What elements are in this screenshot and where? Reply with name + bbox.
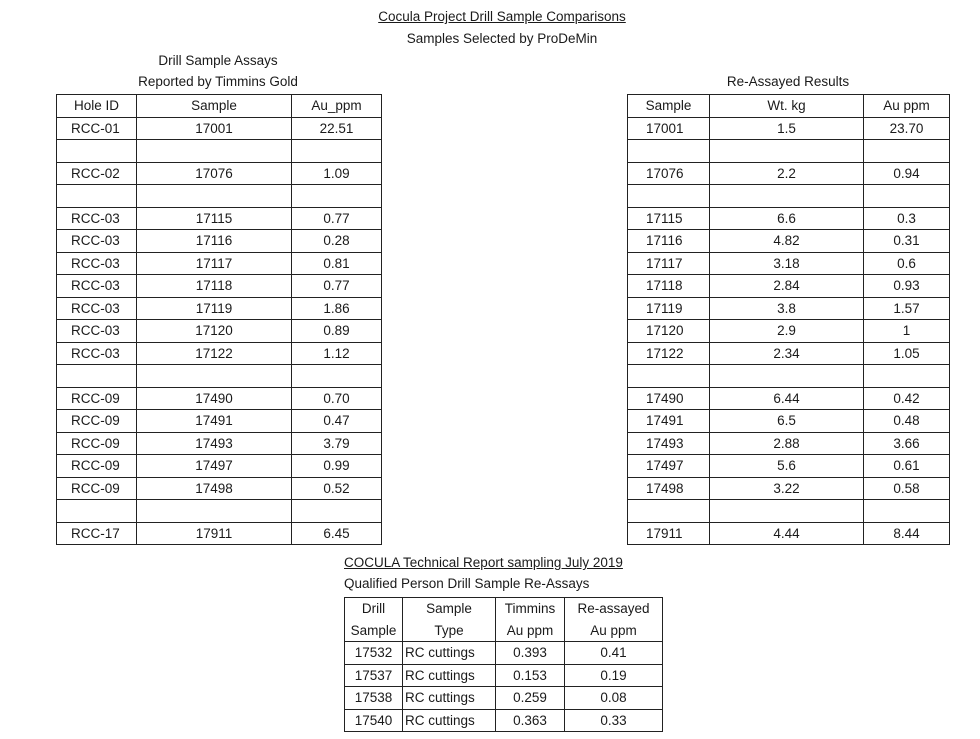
- column-header-sample: Sample: [403, 598, 496, 620]
- table-cell: 3.22: [710, 477, 864, 500]
- table-row: [57, 365, 382, 388]
- table-cell: 17537: [345, 664, 403, 687]
- table-cell: 17116: [137, 230, 292, 253]
- table-cell: [137, 500, 292, 523]
- table-row: [57, 252, 382, 275]
- table-row: [57, 117, 382, 140]
- column-header-weight: Wt. kg: [710, 95, 864, 118]
- table-cell: [137, 365, 292, 388]
- timmins-assay-table: [56, 94, 382, 545]
- table-row: [57, 297, 382, 320]
- table-row: [57, 342, 382, 365]
- table-cell: 1: [864, 320, 950, 343]
- table-cell: 0.6: [864, 252, 950, 275]
- table-cell: [864, 185, 950, 208]
- table-cell: RCC-03: [57, 207, 137, 230]
- table-cell: 17076: [628, 162, 710, 185]
- table-cell: 6.44: [710, 387, 864, 410]
- table-row: [628, 387, 950, 410]
- table-cell: 17493: [137, 432, 292, 455]
- table-row: [57, 477, 382, 500]
- table-cell: RCC-03: [57, 275, 137, 298]
- table-cell: 0.08: [565, 687, 663, 710]
- table-cell: [710, 365, 864, 388]
- table-cell: 0.77: [292, 275, 382, 298]
- table-cell: 1.5: [710, 117, 864, 140]
- table-cell: 1.86: [292, 297, 382, 320]
- table-cell: [628, 185, 710, 208]
- qp-section-subtitle: Qualified Person Drill Sample Re-Assays: [344, 576, 590, 591]
- table-cell: [137, 140, 292, 163]
- table-cell: [710, 185, 864, 208]
- column-header-drill: Drill: [345, 598, 403, 620]
- table-row: [57, 275, 382, 298]
- table-row: [57, 410, 382, 433]
- table-cell: 2.34: [710, 342, 864, 365]
- table-cell: 0.89: [292, 320, 382, 343]
- table-row: [628, 477, 950, 500]
- table-cell: 3.66: [864, 432, 950, 455]
- page-subtitle: Samples Selected by ProDeMin: [406, 31, 598, 46]
- table-row: [628, 365, 950, 388]
- table-cell: RCC-01: [57, 117, 137, 140]
- table-cell: 0.28: [292, 230, 382, 253]
- table-cell: 0.70: [292, 387, 382, 410]
- table-cell: 0.99: [292, 455, 382, 478]
- table-cell: 17911: [137, 522, 292, 545]
- table-cell: 17118: [628, 275, 710, 298]
- table-cell: RCC-09: [57, 410, 137, 433]
- table-cell: [628, 365, 710, 388]
- table-cell: 23.70: [864, 117, 950, 140]
- table-cell: RCC-03: [57, 342, 137, 365]
- table-cell: RCC-09: [57, 477, 137, 500]
- table-cell: 0.61: [864, 455, 950, 478]
- table-cell: 17122: [137, 342, 292, 365]
- table-cell: 6.5: [710, 410, 864, 433]
- table-row: [628, 162, 950, 185]
- table-cell: [137, 185, 292, 208]
- left-table-caption-1: Drill Sample Assays: [158, 53, 278, 68]
- column-header-au-ppm: Au ppm: [496, 620, 565, 642]
- table-cell: 17120: [137, 320, 292, 343]
- table-cell: 17911: [628, 522, 710, 545]
- table-cell: 0.93: [864, 275, 950, 298]
- table-cell: RC cuttings: [403, 664, 496, 687]
- table-cell: 17498: [628, 477, 710, 500]
- table-cell: 17532: [345, 642, 403, 665]
- table-cell: 17120: [628, 320, 710, 343]
- table-cell: 17001: [628, 117, 710, 140]
- table-cell: 0.393: [496, 642, 565, 665]
- table-cell: 0.58: [864, 477, 950, 500]
- table-row: [628, 432, 950, 455]
- table-cell: 17001: [137, 117, 292, 140]
- table-row: [628, 140, 950, 163]
- table-cell: 17119: [137, 297, 292, 320]
- table-cell: [864, 140, 950, 163]
- table-row: [57, 455, 382, 478]
- table-cell: 2.9: [710, 320, 864, 343]
- table-cell: RC cuttings: [403, 709, 496, 732]
- table-row: [57, 162, 382, 185]
- table-cell: 2.88: [710, 432, 864, 455]
- table-cell: 17497: [137, 455, 292, 478]
- table-row: [628, 455, 950, 478]
- table-cell: RC cuttings: [403, 642, 496, 665]
- table-row: [628, 230, 950, 253]
- table-cell: [628, 500, 710, 523]
- table-row: [57, 432, 382, 455]
- table-cell: 0.41: [565, 642, 663, 665]
- table-header-row: [345, 620, 663, 642]
- table-row: [345, 642, 663, 665]
- table-cell: RC cuttings: [403, 687, 496, 710]
- table-row: [628, 207, 950, 230]
- column-header-sample: Sample: [137, 95, 292, 118]
- table-cell: 17116: [628, 230, 710, 253]
- column-header-sample: Sample: [628, 95, 710, 118]
- table-cell: 1.57: [864, 297, 950, 320]
- table-cell: [292, 500, 382, 523]
- table-cell: [57, 140, 137, 163]
- table-row: [57, 230, 382, 253]
- table-row: [345, 664, 663, 687]
- table-cell: [292, 365, 382, 388]
- table-row: [628, 297, 950, 320]
- table-cell: 3.8: [710, 297, 864, 320]
- table-cell: 2.2: [710, 162, 864, 185]
- column-header-au-ppm: Au ppm: [864, 95, 950, 118]
- table-cell: [864, 365, 950, 388]
- table-row: [345, 687, 663, 710]
- table-cell: 17491: [137, 410, 292, 433]
- table-row: [57, 320, 382, 343]
- table-row: [628, 342, 950, 365]
- table-cell: 17122: [628, 342, 710, 365]
- table-cell: 17076: [137, 162, 292, 185]
- table-row: [628, 185, 950, 208]
- table-cell: RCC-03: [57, 297, 137, 320]
- table-cell: 17491: [628, 410, 710, 433]
- table-row: [57, 522, 382, 545]
- table-cell: 0.31: [864, 230, 950, 253]
- table-cell: RCC-03: [57, 252, 137, 275]
- table-cell: 6.45: [292, 522, 382, 545]
- table-cell: 17115: [628, 207, 710, 230]
- table-cell: 0.42: [864, 387, 950, 410]
- column-header-au-ppm: Au ppm: [565, 620, 663, 642]
- table-cell: 17115: [137, 207, 292, 230]
- table-cell: 4.44: [710, 522, 864, 545]
- table-cell: 17117: [137, 252, 292, 275]
- table-cell: 17119: [628, 297, 710, 320]
- table-cell: RCC-17: [57, 522, 137, 545]
- table-row: [57, 185, 382, 208]
- table-cell: 0.19: [565, 664, 663, 687]
- table-cell: 8.44: [864, 522, 950, 545]
- table-row: [628, 275, 950, 298]
- qp-section-title: COCULA Technical Report sampling July 2019: [344, 555, 623, 570]
- table-cell: 6.6: [710, 207, 864, 230]
- right-table-caption: Re-Assayed Results: [726, 74, 850, 89]
- column-header-au-ppm: Au_ppm: [292, 95, 382, 118]
- table-cell: [292, 140, 382, 163]
- column-header-type: Type: [403, 620, 496, 642]
- table-cell: 0.259: [496, 687, 565, 710]
- table-row: [628, 252, 950, 275]
- table-row: [57, 207, 382, 230]
- table-cell: 1.12: [292, 342, 382, 365]
- table-row: [57, 140, 382, 163]
- table-cell: [57, 365, 137, 388]
- table-row: [628, 500, 950, 523]
- table-cell: 17498: [137, 477, 292, 500]
- table-row: [628, 410, 950, 433]
- column-header-sample: Sample: [345, 620, 403, 642]
- column-header-hole-id: Hole ID: [57, 95, 137, 118]
- table-cell: 22.51: [292, 117, 382, 140]
- table-cell: 0.33: [565, 709, 663, 732]
- column-header-reassayed: Re-assayed: [565, 598, 663, 620]
- table-header-row: [628, 95, 950, 118]
- table-cell: 17118: [137, 275, 292, 298]
- table-cell: 17540: [345, 709, 403, 732]
- column-header-timmins: Timmins: [496, 598, 565, 620]
- table-cell: 17538: [345, 687, 403, 710]
- table-cell: 2.84: [710, 275, 864, 298]
- table-row: [345, 709, 663, 732]
- page-title: Cocula Project Drill Sample Comparisons: [378, 9, 626, 24]
- table-row: [57, 387, 382, 410]
- table-cell: 1.09: [292, 162, 382, 185]
- table-cell: 0.363: [496, 709, 565, 732]
- table-cell: 0.153: [496, 664, 565, 687]
- table-row: [628, 117, 950, 140]
- table-cell: 17497: [628, 455, 710, 478]
- table-cell: 1.05: [864, 342, 950, 365]
- table-cell: 0.52: [292, 477, 382, 500]
- table-cell: [864, 500, 950, 523]
- left-table-caption-2: Reported by Timmins Gold: [138, 74, 298, 89]
- table-cell: [710, 140, 864, 163]
- table-cell: 17117: [628, 252, 710, 275]
- table-cell: 17490: [137, 387, 292, 410]
- table-cell: 0.3: [864, 207, 950, 230]
- table-cell: 17493: [628, 432, 710, 455]
- table-row: [57, 500, 382, 523]
- table-cell: RCC-09: [57, 432, 137, 455]
- table-cell: RCC-03: [57, 320, 137, 343]
- table-cell: RCC-09: [57, 455, 137, 478]
- table-header-row: [345, 598, 663, 620]
- table-cell: [57, 185, 137, 208]
- table-cell: [57, 500, 137, 523]
- table-cell: RCC-02: [57, 162, 137, 185]
- table-cell: 3.79: [292, 432, 382, 455]
- table-cell: 0.47: [292, 410, 382, 433]
- table-cell: 3.18: [710, 252, 864, 275]
- table-cell: [710, 500, 864, 523]
- table-cell: RCC-03: [57, 230, 137, 253]
- table-cell: 0.77: [292, 207, 382, 230]
- table-cell: [628, 140, 710, 163]
- table-cell: 17490: [628, 387, 710, 410]
- table-cell: [292, 185, 382, 208]
- table-cell: 4.82: [710, 230, 864, 253]
- table-row: [628, 320, 950, 343]
- table-cell: 0.94: [864, 162, 950, 185]
- table-cell: 0.81: [292, 252, 382, 275]
- table-header-row: [57, 95, 382, 118]
- table-cell: RCC-09: [57, 387, 137, 410]
- table-row: [628, 522, 950, 545]
- reassay-results-table: [627, 94, 950, 545]
- qp-reassay-table: [344, 597, 663, 732]
- table-cell: 0.48: [864, 410, 950, 433]
- table-cell: 5.6: [710, 455, 864, 478]
